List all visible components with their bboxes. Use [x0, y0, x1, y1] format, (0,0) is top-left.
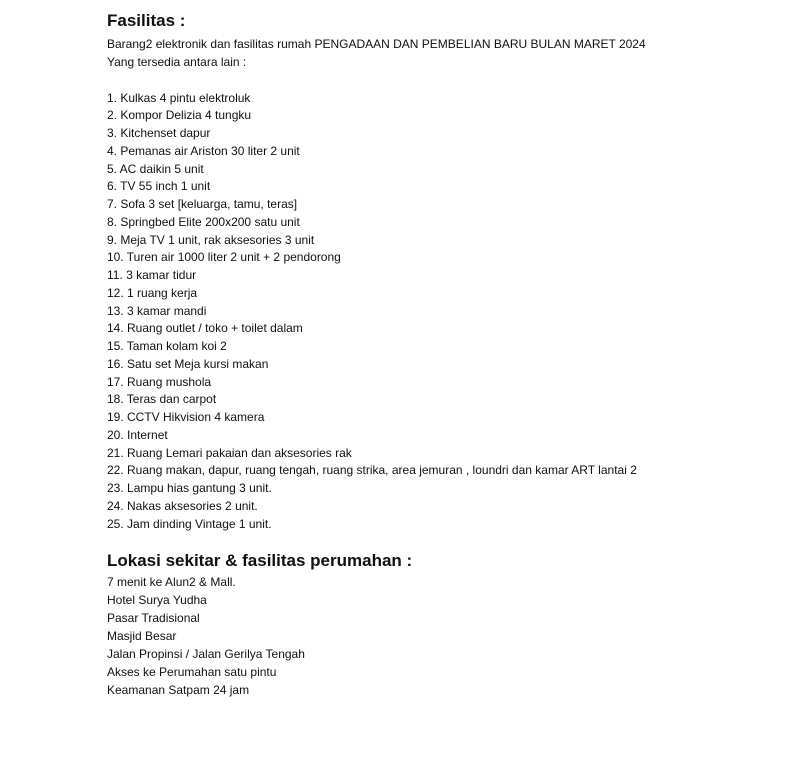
facilities-heading: Fasilitas :	[107, 11, 186, 30]
facility-item: 21. Ruang Lemari pakaian dan aksesories rak	[107, 445, 352, 460]
facility-item: 10. Turen air 1000 liter 2 unit + 2 pendorong	[107, 250, 341, 265]
facilities-intro-line-1: Barang2 elektronik dan fasilitas rumah PENGADAAN DAN PEMBELIAN BARU BULAN MARET 2024	[107, 37, 646, 51]
facility-item: 7. Sofa 3 set [keluarga, tamu, teras]	[107, 197, 298, 211]
facility-item: 20. Internet	[107, 427, 168, 442]
facility-item: 11. 3 kamar tidur	[107, 268, 197, 282]
location-heading: Lokasi sekitar & fasilitas perumahan :	[107, 551, 413, 571]
facility-item: 17. Ruang mushola	[107, 374, 212, 389]
facility-item: 22. Ruang makan, dapur, ruang tengah, ruang strika, area jemuran , loundri dan kamar ART lantai 2	[107, 463, 637, 478]
location-item: Akses ke Perumahan satu pintu	[107, 664, 277, 679]
facility-item: 1. Kulkas 4 pintu elektroluk	[107, 90, 251, 105]
facility-item: 24. Nakas aksesories 2 unit.	[107, 498, 258, 513]
location-item: Hotel Surya Yudha	[107, 593, 207, 608]
facility-item: 16. Satu set Meja kursi makan	[107, 356, 269, 371]
facility-item: 3. Kitchenset dapur	[107, 126, 211, 140]
facility-item: 25. Jam dinding Vintage 1 unit.	[107, 516, 272, 531]
facility-item: 23. Lampu hias gantung 3 unit.	[107, 481, 272, 495]
facility-item: 9. Meja TV 1 unit, rak aksesories 3 unit	[107, 232, 315, 247]
location-list	[107, 574, 787, 699]
facility-item: 18. Teras dan carpot	[107, 392, 217, 407]
location-item: Masjid Besar	[107, 628, 177, 643]
facility-item: 19. CCTV Hikvision 4 kamera	[107, 410, 265, 424]
document	[107, 10, 787, 700]
facilities-list	[107, 90, 787, 534]
location-item: 7 menit ke Alun2 & Mall.	[107, 575, 236, 590]
facility-item: 8. Springbed Elite 200x200 satu unit	[107, 214, 300, 229]
facility-item: 14. Ruang outlet / toko + toilet dalam	[107, 321, 303, 336]
facility-item: 13. 3 kamar mandi	[107, 303, 207, 318]
location-item: Keamanan Satpam 24 jam	[107, 682, 250, 697]
facility-item: 5. AC daikin 5 unit	[107, 161, 204, 176]
facility-item: 4. Pemanas air Ariston 30 liter 2 unit	[107, 143, 300, 158]
location-item: Jalan Propinsi / Jalan Gerilya Tengah	[107, 646, 305, 661]
facilities-intro-line-2: Yang tersedia antara lain :	[107, 54, 247, 69]
facility-item: 2. Kompor Delizia 4 tungku	[107, 108, 252, 123]
facility-item: 12. 1 ruang kerja	[107, 285, 198, 300]
facility-item: 15. Taman kolam koi 2	[107, 339, 227, 353]
location-item: Pasar Tradisional	[107, 611, 200, 626]
facility-item: 6. TV 55 inch 1 unit	[107, 179, 211, 194]
